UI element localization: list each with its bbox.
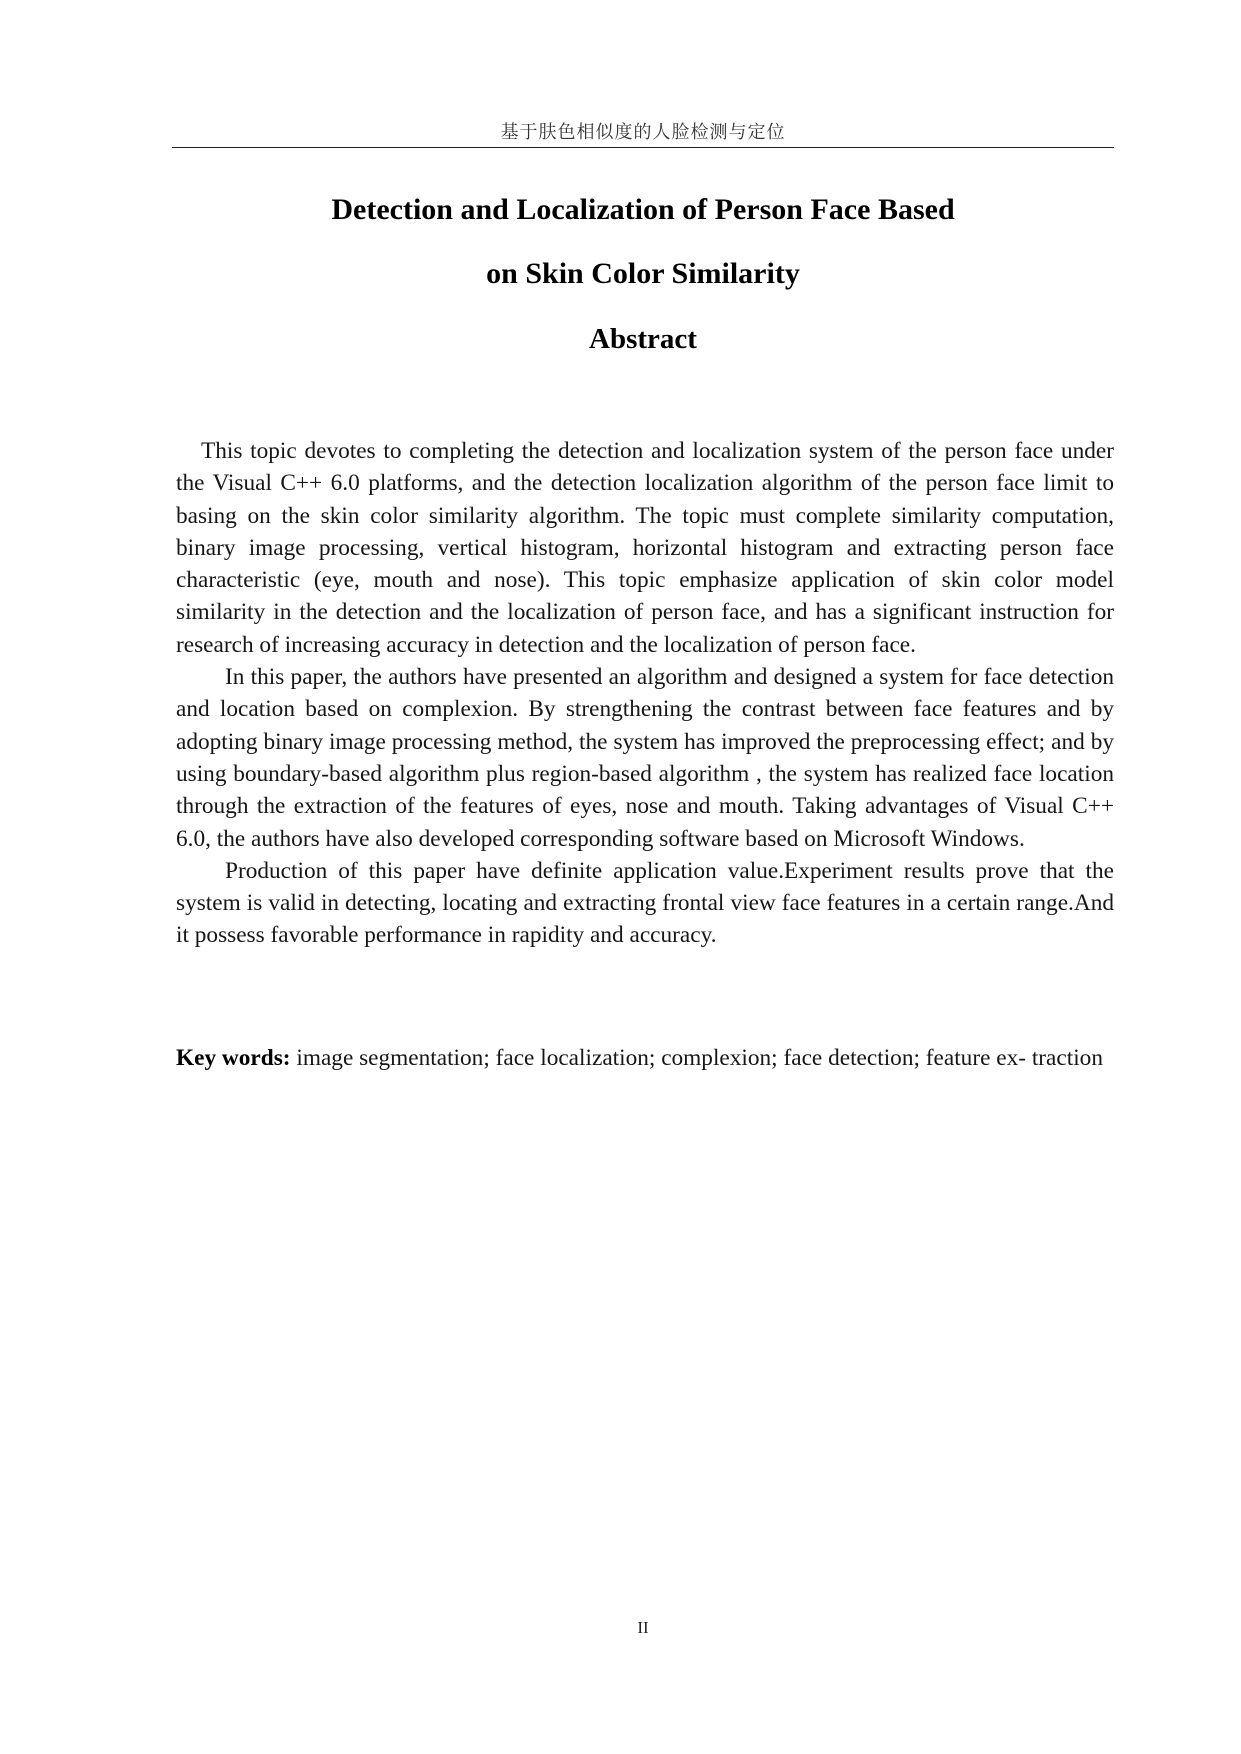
abstract-paragraph: In this paper, the authors have presented an algorithm and designed a system for face detection and location based on complexion. By strengthening the contrast between face features and by adopting binary image processing method, the system has improved the preprocessing effect; and by using boundary-based algorithm plus region-based algorithm , the system has realized face location through the extraction of the features of eyes, nose and mouth. Taking advantages of Visual C++ 6.0, the authors have also developed corresponding software based on Microsoft Windows. bbox=[176, 664, 1114, 852]
abstract-heading: Abstract bbox=[589, 323, 697, 355]
running-header: 基于肤色相似度的人脸检测与定位 bbox=[500, 122, 786, 143]
keywords-label: Key words: bbox=[176, 1045, 291, 1071]
paper-title-line-1: Detection and Localization of Person Face Based bbox=[331, 193, 955, 226]
paper-title-line-2: on Skin Color Similarity bbox=[486, 257, 800, 290]
abstract-paragraph: Production of this paper have definite application value.Experiment results prove that the system is valid in detecting, locating and extracting frontal view face features in a certain range.And it possess favorable performance in rapidity and accuracy. bbox=[176, 857, 1114, 949]
header-divider bbox=[172, 147, 1114, 148]
abstract-body bbox=[176, 435, 1114, 952]
page-number: II bbox=[637, 1618, 649, 1637]
keywords-text: image segmentation; face localization; complexion; face detection; feature ex- traction bbox=[296, 1045, 1103, 1071]
keywords-block bbox=[176, 1036, 1114, 1081]
abstract-paragraph: This topic devotes to completing the detection and localization system of the person face under the Visual C++ 6.0 platforms, and the detection localization algorithm of the person face limit to basing on the skin color similarity algorithm. The topic must complete similarity computation, binary image processing, vertical histogram, horizontal histogram and extracting person face characteristic (eye, mouth and nose). This topic emphasize application of skin color model similarity in the detection and the localization of person face, and has a significant instruction for research of increasing accuracy in detection and the localization of person face. bbox=[176, 438, 1114, 658]
